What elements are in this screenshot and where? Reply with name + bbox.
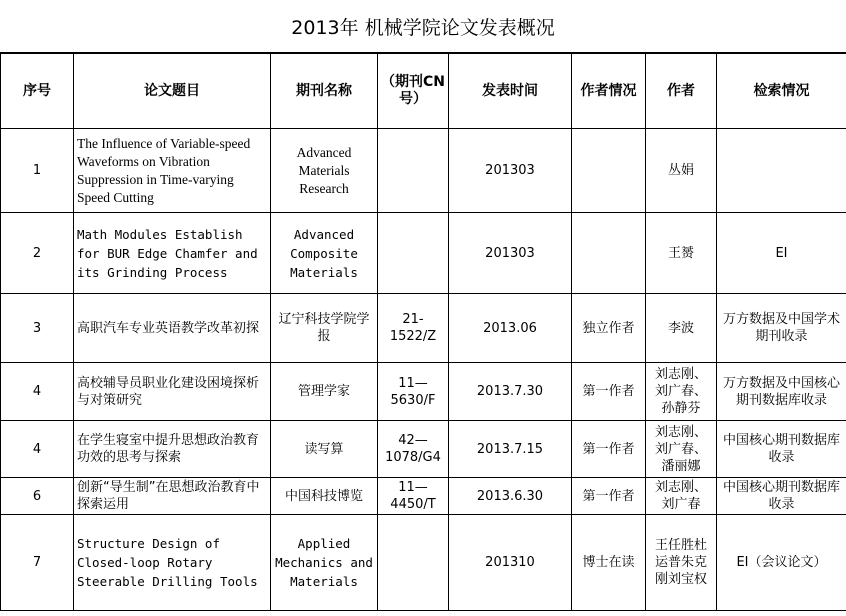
table-row bbox=[1, 363, 846, 421]
sheet-title: 2013年 机械学院论文发表概况 bbox=[0, 0, 846, 53]
cell-author: 丛娟 bbox=[646, 129, 717, 213]
cell-author-status: 第一作者 bbox=[572, 478, 646, 515]
cell-index: 中国核心期刊数据库收录 bbox=[717, 478, 846, 515]
cell-cn: 11—4450/T bbox=[378, 478, 449, 515]
table-row bbox=[1, 129, 846, 213]
cell-cn: 42—1078/G4 bbox=[378, 421, 449, 478]
header-row bbox=[1, 54, 846, 129]
cell-seq: 3 bbox=[1, 294, 74, 363]
cell-index: 中国核心期刊数据库收录 bbox=[717, 421, 846, 478]
header-author: 作者 bbox=[646, 54, 717, 129]
table-row bbox=[1, 421, 846, 478]
cell-author-status: 第一作者 bbox=[572, 421, 646, 478]
cell-seq: 4 bbox=[1, 421, 74, 478]
cell-author: 刘志刚、刘广春 bbox=[646, 478, 717, 515]
cell-paper-title: 在学生寝室中提升思想政治教育功效的思考与探索 bbox=[74, 421, 271, 478]
cell-paper-title: Structure Design of Closed-loop Rotary Steerable Drilling Tools bbox=[74, 515, 271, 611]
header-journal: 期刊名称 bbox=[271, 54, 378, 129]
cell-cn: 11—5630/F bbox=[378, 363, 449, 421]
cell-journal: 管理学家 bbox=[271, 363, 378, 421]
header-date: 发表时间 bbox=[449, 54, 572, 129]
papers-table bbox=[0, 53, 846, 611]
cell-paper-title: 创新“导生制”在思想政治教育中探索运用 bbox=[74, 478, 271, 515]
cell-paper-title: 高校辅导员职业化建设困境探析与对策研究 bbox=[74, 363, 271, 421]
table-row bbox=[1, 478, 846, 515]
header-seq: 序号 bbox=[1, 54, 74, 129]
cell-author-status: 独立作者 bbox=[572, 294, 646, 363]
cell-author: 王赟 bbox=[646, 213, 717, 294]
cell-author: 王任胜杜运普朱克刚刘宝权 bbox=[646, 515, 717, 611]
cell-author-status: 博士在读 bbox=[572, 515, 646, 611]
cell-index: EI（会议论文） bbox=[717, 515, 846, 611]
cell-author: 李波 bbox=[646, 294, 717, 363]
cell-author: 刘志刚、刘广春、潘丽娜 bbox=[646, 421, 717, 478]
header-index: 检索情况 bbox=[717, 54, 846, 129]
cell-date: 201303 bbox=[449, 129, 572, 213]
cell-index: 万方数据及中国核心期刊数据库收录 bbox=[717, 363, 846, 421]
cell-seq: 2 bbox=[1, 213, 74, 294]
cell-author-status bbox=[572, 129, 646, 213]
cell-seq: 6 bbox=[1, 478, 74, 515]
cell-date: 2013.7.30 bbox=[449, 363, 572, 421]
header-cn: （期刊CN号） bbox=[378, 54, 449, 129]
cell-index: EI bbox=[717, 213, 846, 294]
cell-date: 2013.6.30 bbox=[449, 478, 572, 515]
cell-seq: 4 bbox=[1, 363, 74, 421]
cell-journal: Advanced Composite Materials bbox=[271, 213, 378, 294]
cell-seq: 1 bbox=[1, 129, 74, 213]
cell-index: 万方数据及中国学术期刊收录 bbox=[717, 294, 846, 363]
table-row bbox=[1, 294, 846, 363]
header-author-status: 作者情况 bbox=[572, 54, 646, 129]
cell-cn bbox=[378, 213, 449, 294]
cell-date: 2013.7.15 bbox=[449, 421, 572, 478]
cell-journal: Advanced Materials Research bbox=[271, 129, 378, 213]
cell-date: 201310 bbox=[449, 515, 572, 611]
cell-author-status bbox=[572, 213, 646, 294]
table-row bbox=[1, 213, 846, 294]
cell-journal: 中国科技博览 bbox=[271, 478, 378, 515]
cell-author: 刘志刚、刘广春、孙静芬 bbox=[646, 363, 717, 421]
table-row bbox=[1, 515, 846, 611]
cell-cn: 21-1522/Z bbox=[378, 294, 449, 363]
cell-date: 201303 bbox=[449, 213, 572, 294]
cell-author-status: 第一作者 bbox=[572, 363, 646, 421]
cell-seq: 7 bbox=[1, 515, 74, 611]
cell-cn bbox=[378, 129, 449, 213]
cell-journal: 读写算 bbox=[271, 421, 378, 478]
cell-journal: Applied Mechanics and Materials bbox=[271, 515, 378, 611]
cell-cn bbox=[378, 515, 449, 611]
cell-journal: 辽宁科技学院学报 bbox=[271, 294, 378, 363]
header-paper-title: 论文题目 bbox=[74, 54, 271, 129]
cell-date: 2013.06 bbox=[449, 294, 572, 363]
cell-paper-title: The Influence of Variable-speed Waveforms on Vibration Suppression in Time-varying Speed Cutting bbox=[74, 129, 271, 213]
cell-paper-title: 高职汽车专业英语教学改革初探 bbox=[74, 294, 271, 363]
cell-paper-title: Math Modules Establish for BUR Edge Chamfer and its Grinding Process bbox=[74, 213, 271, 294]
cell-index bbox=[717, 129, 846, 213]
